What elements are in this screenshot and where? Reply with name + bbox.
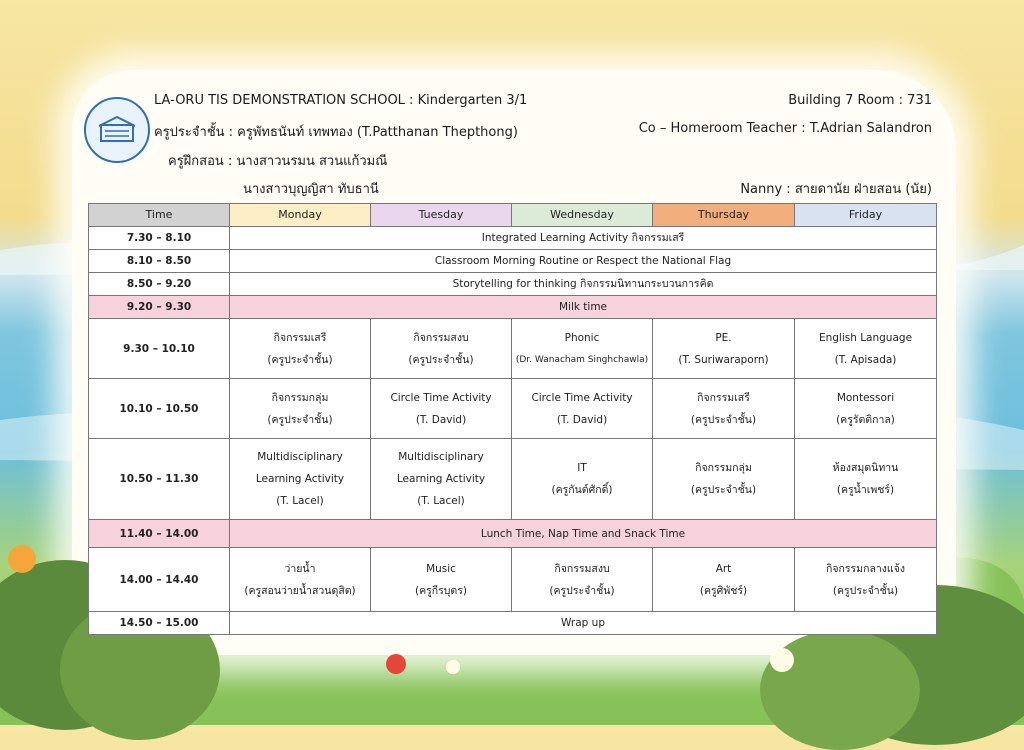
flower-orange	[8, 545, 36, 573]
class-teacher: (ครูน้ำเพชร์)	[836, 484, 895, 496]
class-cell-tuesday	[371, 319, 512, 379]
table-row	[89, 548, 937, 612]
class-subject: กิจกรรมกลางแจ้ง	[826, 562, 905, 575]
span-cell: Wrap up	[230, 612, 937, 635]
class-teacher: (ครูกันต์ศักดิ์)	[551, 484, 613, 496]
span-cell: Integrated Learning Activity กิจกรรมเสรี	[230, 227, 937, 250]
span-cell: Storytelling for thinking กิจกรรมนิทานกระบวนการคิด	[230, 273, 937, 296]
class-cell-wednesday	[512, 379, 653, 439]
class-teacher: (T. David)	[415, 413, 467, 426]
class-cell-wednesday	[512, 439, 653, 520]
trainee-teacher-2: นางสาวบุญญิสา ทับธานี	[243, 182, 379, 197]
class-teacher: (ครูประจำชั้น)	[267, 413, 333, 426]
class-subject: PE.	[715, 331, 732, 344]
class-teacher: (T. Lacel)	[276, 495, 324, 507]
flower-red	[386, 654, 406, 674]
header-monday: Monday	[230, 204, 371, 227]
class-subject: Montessori	[836, 391, 895, 404]
class-teacher: (ครูประจำชั้น)	[549, 584, 615, 597]
span-cell: Classroom Morning Routine or Respect the National Flag	[230, 250, 937, 273]
class-subject: ว่ายน้ำ	[284, 562, 316, 575]
class-subject-2: Learning Activity	[396, 473, 486, 485]
header-friday: Friday	[795, 204, 937, 227]
class-cell-thursday	[653, 379, 795, 439]
class-subject: English Language	[818, 331, 913, 344]
class-cell-tuesday	[371, 439, 512, 520]
flower-white-2	[446, 660, 460, 674]
class-cell-tuesday	[371, 548, 512, 612]
class-subject: Phonic	[564, 331, 600, 344]
class-subject: กิจกรรมสงบ	[413, 331, 469, 344]
homeroom-teacher: ครูประจำชั้น : ครูพัทธนันท์ เทพทอง (T.Patthanan Thepthong)	[154, 125, 518, 140]
span-cell: Lunch Time, Nap Time and Snack Time	[230, 520, 937, 548]
class-cell-wednesday	[512, 319, 653, 379]
class-subject: กิจกรรมสงบ	[554, 562, 610, 575]
table-row	[89, 612, 937, 635]
class-cell-monday	[230, 548, 371, 612]
table-row	[89, 296, 937, 319]
table-row	[89, 319, 937, 379]
table-row	[89, 379, 937, 439]
time-cell: 10.10 – 10.50	[89, 379, 230, 439]
table-row	[89, 227, 937, 250]
class-cell-monday	[230, 379, 371, 439]
table-row	[89, 250, 937, 273]
class-cell-tuesday	[371, 379, 512, 439]
class-cell-thursday	[653, 439, 795, 520]
class-teacher: (T. David)	[556, 413, 608, 426]
class-cell-friday	[795, 379, 937, 439]
class-cell-monday	[230, 319, 371, 379]
time-cell: 9.30 – 10.10	[89, 319, 230, 379]
class-subject: IT	[577, 462, 587, 474]
class-teacher: (ครูประจำชั้น)	[832, 584, 899, 597]
trainee-teacher-1: ครูฝึกสอน : นางสาวนรมน สวนแก้วมณี	[168, 154, 388, 169]
class-cell-monday	[230, 439, 371, 520]
class-teacher: (T. Lacel)	[417, 495, 465, 507]
class-teacher: (ครูสอนว่ายน้ำสวนดุสิต)	[244, 584, 356, 597]
span-cell: Milk time	[230, 296, 937, 319]
table-row	[89, 439, 937, 520]
time-cell: 9.20 – 9.30	[89, 296, 230, 319]
class-subject-2: Learning Activity	[255, 473, 345, 485]
class-cell-wednesday	[512, 548, 653, 612]
class-subject: กิจกรรมกลุ่ม	[695, 462, 752, 474]
class-cell-friday	[795, 548, 937, 612]
flower-white	[770, 648, 794, 672]
class-subject: ห้องสมุดนิทาน	[832, 462, 899, 474]
table-row	[89, 273, 937, 296]
class-teacher: (T. Apisada)	[834, 353, 897, 366]
class-teacher: (ครูศิพัชร์)	[699, 584, 748, 597]
class-teacher: (ครูประจำชั้น)	[690, 413, 757, 426]
class-teacher: (Dr. Wanacham Singhchawla)	[515, 354, 649, 365]
class-subject: Multidisciplinary	[398, 451, 484, 463]
class-subject: Circle Time Activity	[390, 391, 492, 404]
time-cell: 8.10 – 8.50	[89, 250, 230, 273]
class-subject: Circle Time Activity	[531, 391, 633, 404]
class-subject: กิจกรรมเสรี	[697, 391, 750, 404]
school-title: LA-ORU TIS DEMONSTRATION SCHOOL : Kindergarten 3/1	[154, 93, 528, 108]
class-teacher: (ครูประจำชั้น)	[408, 353, 474, 366]
time-cell: 14.00 – 14.40	[89, 548, 230, 612]
time-cell: 10.50 – 11.30	[89, 439, 230, 520]
header-time: Time	[89, 204, 230, 227]
class-subject: Multidisciplinary	[257, 451, 343, 463]
time-cell: 14.50 – 15.00	[89, 612, 230, 635]
table-row	[89, 520, 937, 548]
class-cell-friday	[795, 319, 937, 379]
room-info: Building 7 Room : 731	[788, 93, 932, 108]
class-cell-thursday	[653, 319, 795, 379]
timetable	[88, 203, 937, 635]
school-logo	[84, 97, 150, 163]
time-cell: 11.40 – 14.00	[89, 520, 230, 548]
class-subject: กิจกรรมเสรี	[273, 331, 327, 344]
header-thursday: Thursday	[653, 204, 795, 227]
co-homeroom-teacher: Co – Homeroom Teacher : T.Adrian Salandron	[638, 121, 932, 136]
class-subject: Art	[715, 562, 732, 575]
school-building-icon	[97, 115, 137, 145]
time-cell: 7.30 – 8.10	[89, 227, 230, 250]
time-cell: 8.50 – 9.20	[89, 273, 230, 296]
class-subject: กิจกรรมกลุ่ม	[271, 391, 329, 404]
class-teacher: (T. Suriwaraporn)	[678, 353, 769, 366]
header-wednesday: Wednesday	[512, 204, 653, 227]
class-subject: Music	[426, 562, 456, 575]
header-row	[89, 204, 937, 227]
class-teacher: (ครูประจำชั้น)	[690, 484, 757, 496]
class-teacher: (ครูประจำชั้น)	[267, 353, 333, 366]
class-cell-thursday	[653, 548, 795, 612]
class-cell-friday	[795, 439, 937, 520]
class-teacher: (ครูรัตติกาล)	[836, 413, 895, 426]
class-teacher: (ครูกีรบุตร)	[415, 584, 467, 597]
header-tuesday: Tuesday	[371, 204, 512, 227]
nanny-info: Nanny : สายดานัย ฝ่ายสอน (นัย)	[740, 182, 932, 197]
